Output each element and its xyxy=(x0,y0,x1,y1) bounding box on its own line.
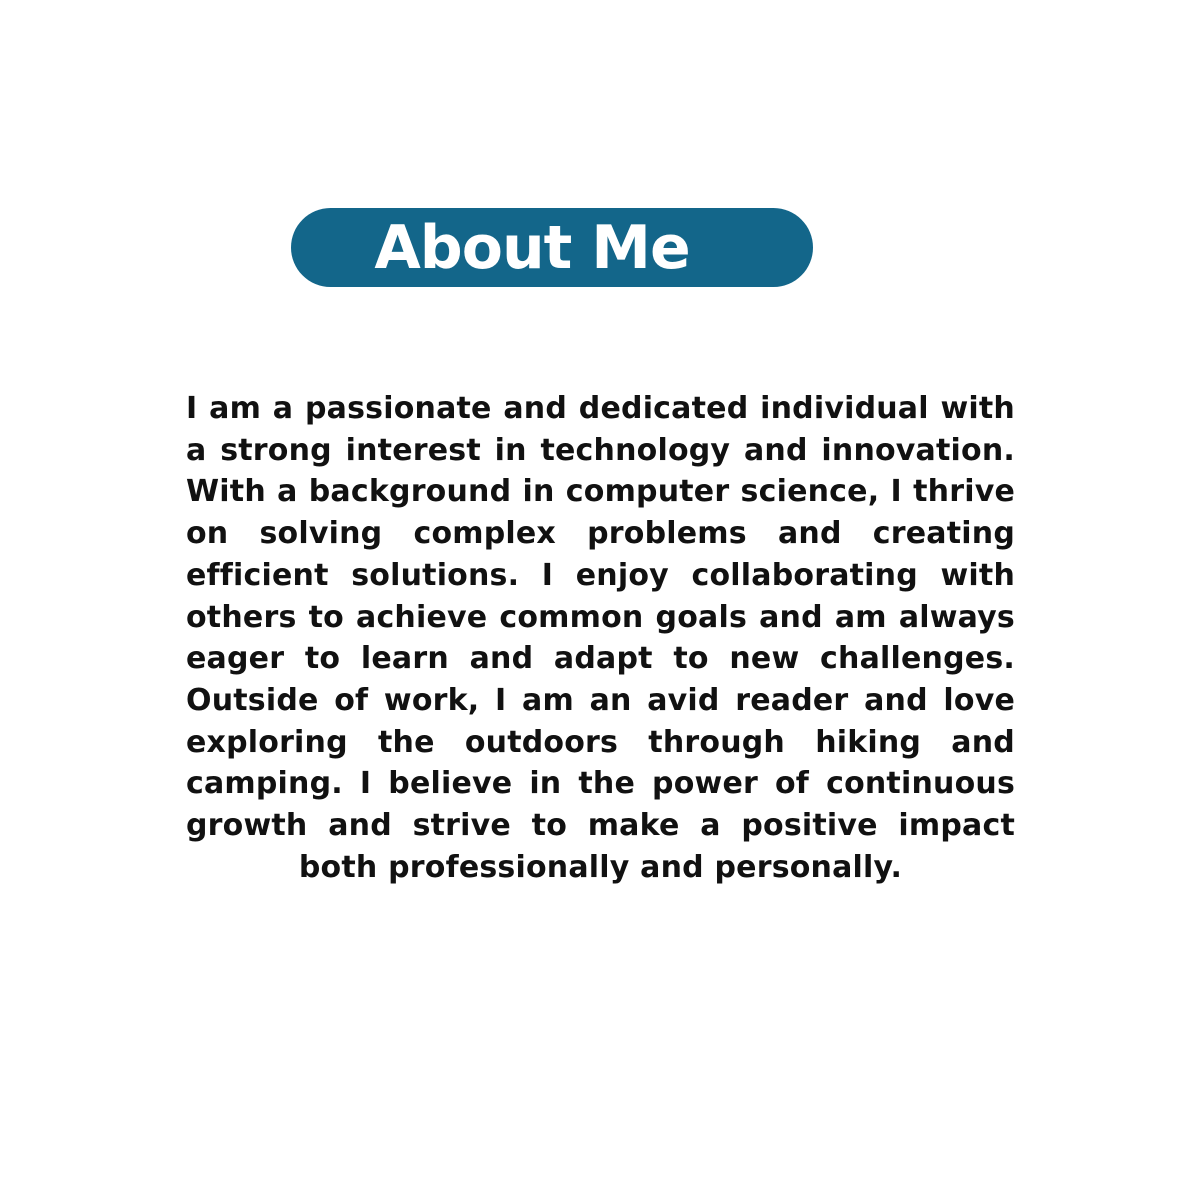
bio-paragraph: I am a passionate and dedicated individual with a strong interest in technology and innovation. With a background in computer science, I thrive on solving complex problems and creating efficient solutions. I enjoy collaborating with others to achieve common goals and am always eager to learn and adapt to new challenges. Outside of work, I am an avid reader and love exploring the outdoors through hiking and camping. I believe in the power of continuous growth and strive to make a positive impact both professionally and personally. xyxy=(186,391,1015,885)
about-me-title-pill xyxy=(291,208,813,287)
page-title: About Me xyxy=(374,212,690,283)
